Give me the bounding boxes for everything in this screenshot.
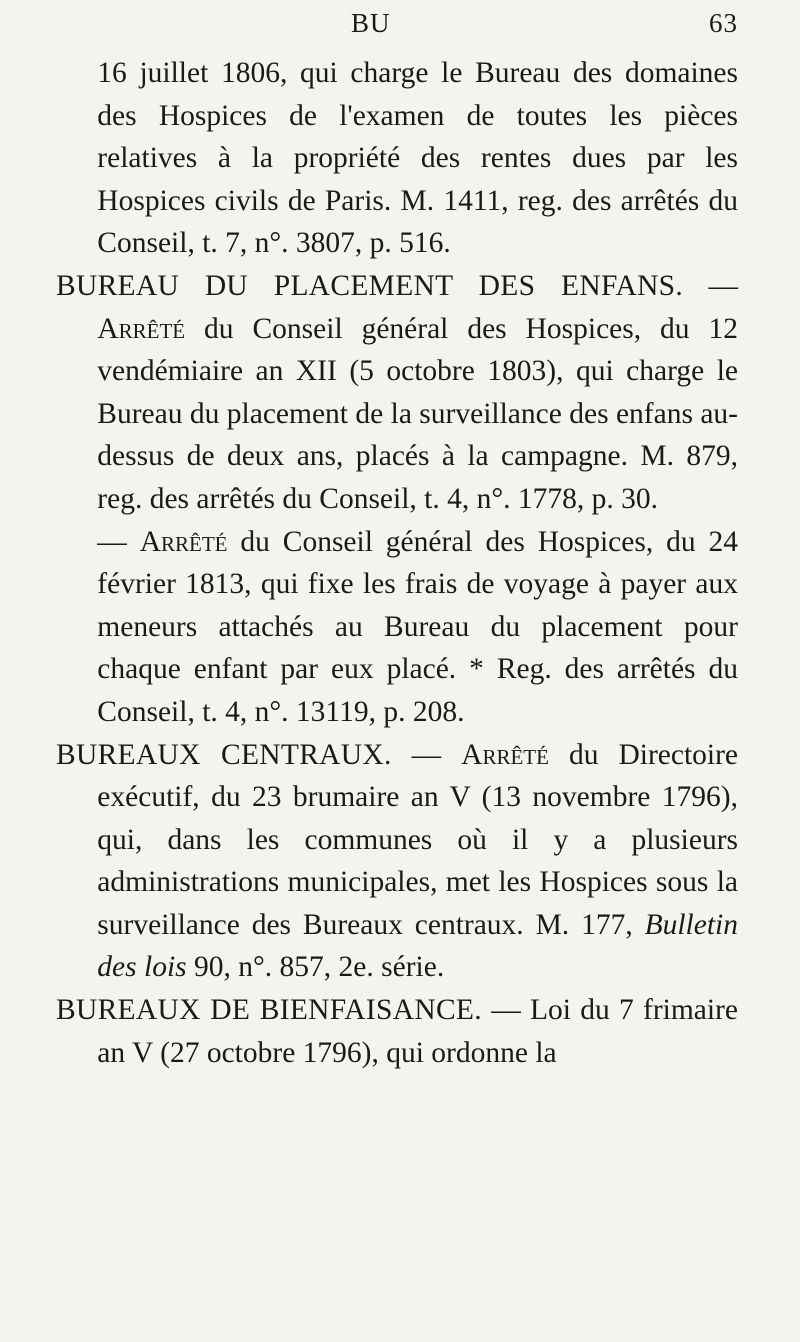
running-head-word: BU <box>351 8 391 38</box>
entry-lead-word: Arrêté <box>139 525 228 558</box>
running-head <box>56 0 738 52</box>
entry-headword: BUREAU DU PLACEMENT DES ENFANS. <box>56 269 684 302</box>
entry-text: du Conseil général des Hospices, du 12 vendémiaire an XII (5 octobre 1803), qui charge le Bureau du placement de la surveillance des enfans au-dessus de deux ans, placés à la campagne. M. 879, reg. des arrêtés du Conseil, t. 4, n°. 1778, p. 30. <box>97 312 738 515</box>
entry-italic-title: Bulletin des lois <box>97 908 738 984</box>
entry-text-after: 90, n°. 857, 2e. série. <box>186 951 445 984</box>
entry-text: Loi du 7 frimaire an V (27 octobre 1796), qui ordonne la <box>97 994 738 1069</box>
entry-dash: — <box>481 994 530 1027</box>
entry-bureaux-centraux <box>56 734 738 990</box>
entry-text: du Directoire exécutif, du 23 brumaire an V (13 novembre 1796), qui, dans les communes où il y a plusieurs administrations municipales, met les Hospices sous la surveillance des Bureaux centraux. M. 177, <box>97 738 739 941</box>
entry-headword: BUREAUX DE BIENFAISANCE. <box>56 994 482 1027</box>
entry-text: du Conseil général des Hospices, du 24 février 1813, qui fixe les frais de voyage à payer aux meneurs attachés au Bureau du placement pour chaque enfant par eux placé. * Reg. des arrêtés du Conseil, t. 4, n°. 13119, p. 208. <box>97 525 738 728</box>
entry-dash: — <box>391 738 462 771</box>
entry-lead-word: Arrêté <box>97 312 186 345</box>
paragraph-text: 16 juillet 1806, qui charge le Bureau des domaines des Hospices de l'examen de toutes les pièces relatives à la propriété des rentes dues par les Hospices civils de Paris. M. 1411, reg. des arrêtés du Conseil, t. 7, n°. 3807, p. 516. <box>97 57 738 260</box>
paragraph-continuation <box>56 52 738 265</box>
entry-headword: BUREAUX CENTRAUX. <box>56 738 392 771</box>
sub-entry-arrete-1813 <box>56 521 738 734</box>
entry-dash: — <box>97 525 140 558</box>
entry-dash: — <box>683 269 738 302</box>
page-body <box>56 52 738 1074</box>
page-number: 63 <box>709 8 738 38</box>
entry-lead-word: Arrêté <box>461 738 549 771</box>
entry-bureaux-bienfaisance <box>56 989 738 1074</box>
entry-bureau-placement-enfans <box>56 265 738 521</box>
